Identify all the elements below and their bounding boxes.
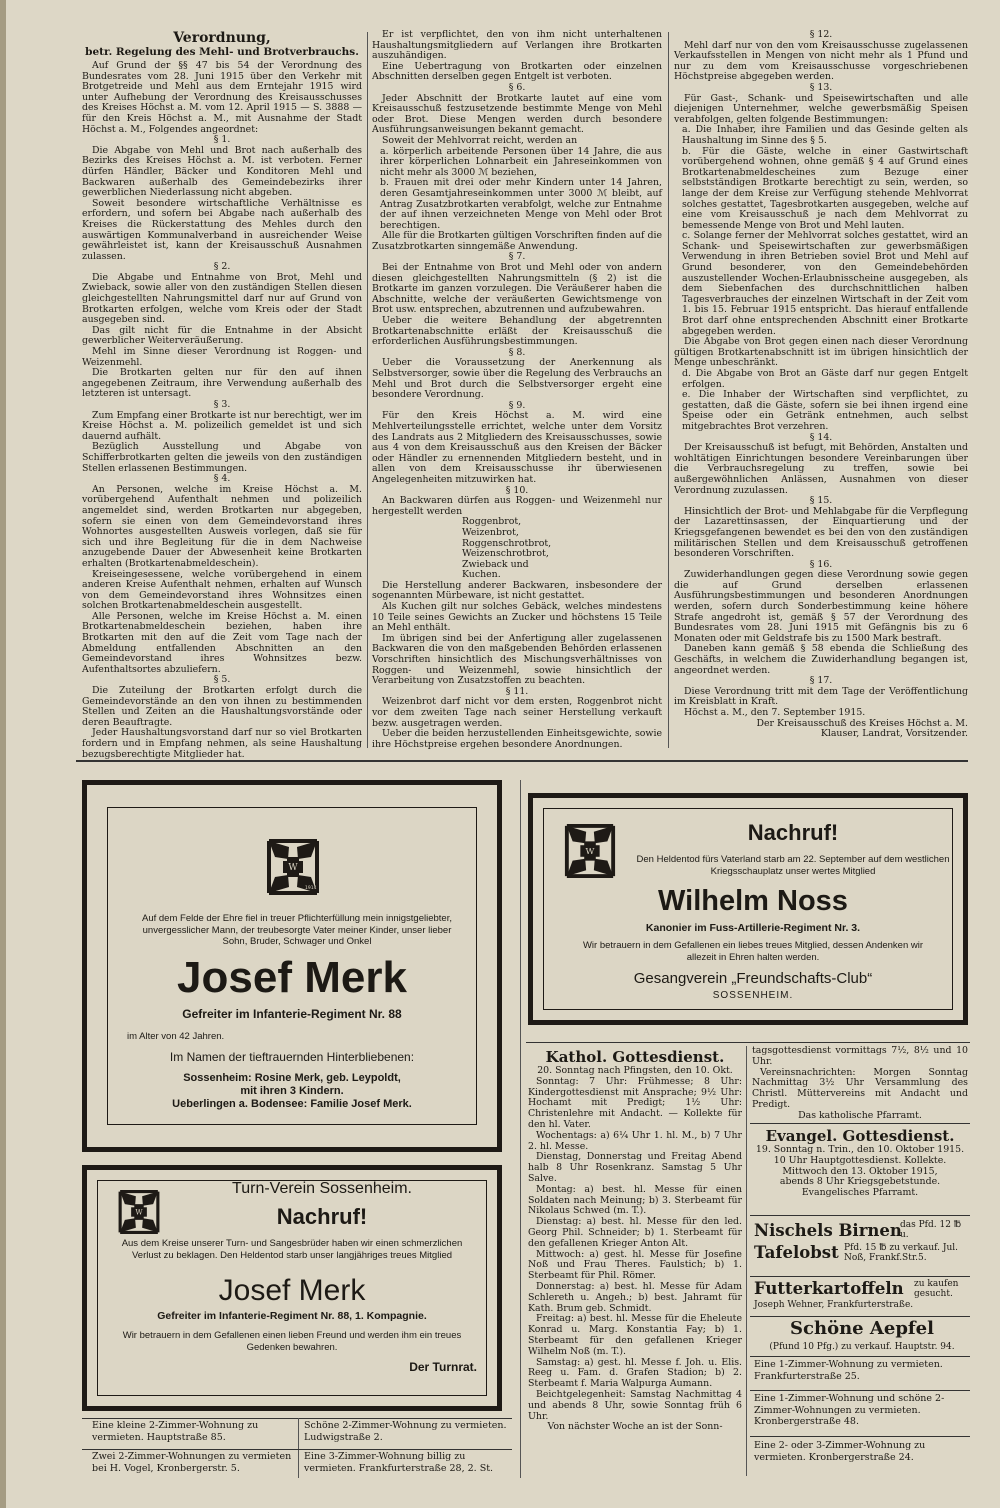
paragraph: Für Gast-, Schank- und Speisewirtschaften und alle diejenigen Unternehmer, welche gewerbsmäßig Speisen verabfolgen, gelten folgende Bestimmungen: <box>674 92 968 125</box>
deceased-rank: Gefreiter im Infanterie-Regiment Nr. 88, 1. Kompagnie. <box>157 1310 427 1322</box>
section-divider <box>76 760 968 762</box>
obituary-text: Wir betrauern in dem Gefallenen ein liebes treues Mitglied, dessen Andenken wir allezeit in Ehren halten werden. <box>582 940 924 963</box>
paragraph: Er ist verpflichtet, den von ihm nicht unterhaltenen Haushaltungsmitgliedern auf Verlangen ihre Brotkarten auszuhändigen. <box>372 29 662 62</box>
svg-text:W: W <box>135 1207 143 1217</box>
ad-text: (Pfund 10 Pfg.) zu verkauf. Hauptstr. 94. <box>769 1342 955 1352</box>
notice-line: 19. Sonntag n. Trin., den 10. Oktober 1915. <box>755 1144 965 1155</box>
ad-apples <box>754 1318 970 1354</box>
ad-apartment <box>304 1451 516 1479</box>
section-heading: § 17. <box>809 675 833 687</box>
paragraph: Für den Kreis Höchst a. M. wird eine Mehlverteilungsstelle errichtet, welche unter dem Vorsitz des Landrats aus 2 Mitgliedern des Kreisausschusses, sowie aus 4 von dem Kreisausschuß aus den Kreisen der Bäcker oder Händler zu ernennenden Mitgliedern besteht, und in allen von dem Kreisausschusse ihr überwiesenen Angelegenheiten mitzuwirken hat. <box>372 410 662 485</box>
paragraph: Daneben kann gemäß § 58 ebenda die Schließung des Geschäfts, in welchem die Zuwiderhandlung begangen ist, angeordnet werden. <box>674 643 968 676</box>
paragraph: Dienstag: a) best. hl. Messe für den led. Georg Phil. Schneider; b) 1. Sterbeamt für den gefallenen Krieger Anton Alt. <box>528 1216 742 1249</box>
obituary-intro: Auf dem Felde der Ehre fiel in treuer Pflichterfüllung mein innigstgeliebter, unvergesslicher Mann, der treubesorgte Vater meiner Kinder, unser lieber Sohn, Bruder, Schwager und Onkel <box>142 913 452 947</box>
list-item: Roggenbrot, <box>462 516 522 528</box>
paragraph: Bezüglich Ausstellung und Abgabe von Schifferbrotkarten gelten die jeweils von den zuständigen Stellen erlassenen Bestimmungen. <box>82 441 362 474</box>
ordinance-column-1 <box>82 30 362 760</box>
paragraph: Die Brotkarten gelten nur für den auf ihnen angegebenen Zeitraum, ihre Verwendung außerhalb des letzteren ist untersagt. <box>82 367 362 400</box>
section-heading: § 7. <box>508 251 526 263</box>
ad-apartment <box>92 1451 292 1479</box>
obituary-noss <box>528 793 968 1025</box>
list-item: Weizenschrotbrot, <box>462 548 549 560</box>
section-heading: § 2. <box>213 261 231 273</box>
date-line: Höchst a. M., den 7. September 1915. <box>684 707 866 718</box>
obituary-text: Den Heldentod fürs Vaterland starb am 22. September auf dem westlichen Kriegsschauplatz unser wertes Mitglied <box>636 854 950 877</box>
paragraph: Vereinsnachrichten: Morgen Sonntag Nachmittag 3½ Uhr Versammlung des Christl. Müttervereins mit Andacht und Predigt. <box>752 1066 968 1110</box>
paragraph: Sonntag: 7 Uhr: Frühmesse; 8 Uhr: Kindergottesdienst mit Ansprache; 9½ Uhr: Hochamt mit Predigt; 1½ Uhr: Christenlehre mit Andacht. — Kollekte für den hl. Vater. <box>528 1075 742 1130</box>
club-name: Gesangverein „Freundschafts-Club“ <box>633 970 873 987</box>
paragraph: Eine Uebertragung von Brotkarten oder einzelnen Abschnitten derselben gegen Entgelt ist verboten. <box>372 60 662 83</box>
paragraph: b. Frauen mit drei oder mehr Kindern unter 14 Jahren, deren Gesamtjahreseinkommen unter 3000 ℳ bleibt, auf Antrag Zusatzbrotkarten verabfolgt, welche zur Entnahme der auf ihnen verzeichneten Menge von Mehl oder Brot berechtigen. <box>380 177 662 231</box>
ad-pears <box>754 1218 970 1274</box>
section-divider <box>750 1316 970 1317</box>
paragraph: Donnerstag: a) best. hl. Messe für Adam Schlereth u. Angeh.; b) best. Jahramt für Kath. Brum geb. Schmidt. <box>528 1280 742 1314</box>
ad-apartment <box>754 1393 970 1433</box>
paragraph: Alle Personen, welche im Kreise Höchst a. M. einen Brotkartenabmeldeschein beziehen, haben ihre Brotkarten mit den auf die Zeit vom Tage nach der Abmeldung entfallenden Abschnitten an den Gemeindevorstand ihres Wohnsitzes bezw. Aufenthaltsortes abzuliefern. <box>82 610 362 675</box>
section-divider <box>750 1215 970 1216</box>
deceased-rank: Gefreiter im Infanterie-Regiment Nr. 88 <box>182 1007 402 1021</box>
notice-line: 10 Uhr Hauptgottesdienst. Kollekte. <box>773 1154 947 1166</box>
svg-text:W: W <box>288 863 298 873</box>
ad-text: Eine 3-Zimmer-Wohnung billig zu vermieten. Frankfurterstraße 28, 2. St. <box>304 1451 494 1474</box>
ad-title: Futterkartoffeln <box>754 1279 904 1298</box>
ad-text: Eine 1-Zimmer-Wohnung und schöne 2-Zimmer-Wohnungen zu vermieten. Kronbergerstraße 48. <box>754 1393 945 1427</box>
ad-text: Eine 1-Zimmer-Wohnung zu vermieten. Frankfurterstraße 25. <box>754 1359 943 1382</box>
paragraph: Die Abgabe von Brot gegen einen nach dieser Verordnung gültigen Brotkartenabschnitt ist im übrigen hinsichtlich der Menge unbeschränkt. <box>674 336 968 369</box>
deceased-rank: Kanonier im Fuss-Artillerie-Regiment Nr. 3. <box>645 922 861 934</box>
paragraph: c. Solange ferner der Mehlvorrat solches gestattet, wird an Schank- und Speisewirtschaften zur gewerbsmäßigen Verwendung in ihren Betrieben soviel Brot und Mehl auf Grund besonderer, von den Gemeindebehörden auszustellender Wochen-Erlaubnisscheine ausgegeben, als dem Siebenfachen des durchschnittlichen halben Tagesverbrauches der einzelnen Wirtschaft in der Zeit vom 1. bis 15. Februar 1915 entspricht. Das hierauf entfallende Brot darf ohne entsprechenden Abschnitt einer Brotkarte abgegeben werden. <box>682 230 968 337</box>
nachruf-title: Nachruf! <box>747 820 839 845</box>
svg-text:1914: 1914 <box>305 886 317 891</box>
paragraph: Alle für die Brotkarten gültigen Vorschriften finden auf die Zusatzbrotkarten sinngemäße Anwendung. <box>372 230 662 252</box>
paragraph: Samstag: a) gest. hl. Messe f. Joh. u. Elis. Reeg u. Fam. d. Grafen Stadion; b) 2. Sterbeamt f. Maria Walpurga Aumann. <box>528 1356 742 1390</box>
paragraph: e. Die Inhaber der Wirtschaften sind verpflichtet, zu gestatten, daß die Gäste, sofern sie bei ihnen irgend eine Speise oder ein Getränk entnehmen, auch selbst mitgebrachtes Brot verzehren. <box>682 389 968 432</box>
notice-title: Evangel. Gottesdienst. <box>765 1127 955 1145</box>
ad-title: Tafelobst <box>754 1243 839 1262</box>
ad-text: Eine 2- oder 3-Zimmer-Wohnung zu vermieten. Kronbergerstraße 24. <box>754 1440 926 1463</box>
paragraph: Das gilt nicht für die Entnahme in der Absicht gewerblicher Weiterveräußerung. <box>82 324 362 347</box>
section-heading: § 9. <box>508 399 526 411</box>
section-heading: § 5. <box>213 674 231 686</box>
section-heading: § 6. <box>508 81 526 93</box>
section-heading: § 10. <box>505 484 529 496</box>
ordinance-title: Verordnung, <box>173 30 271 46</box>
paragraph: Jeder Abschnitt der Brotkarte lautet auf eine vom Kreisausschuß festzusetzende bestimmte Menge von Mehl oder Brot. Diese Mengen werden durch besondere Ausführungsanweisungen bekannt gemacht. <box>372 92 662 136</box>
paragraph: d. Die Abgabe von Brot an Gäste darf nur gegen Entgelt erfolgen. <box>682 368 968 390</box>
paragraph: Von nächster Woche an ist der Sonn- <box>547 1421 723 1433</box>
section-divider <box>750 1436 970 1437</box>
paragraph: Mittwoch: a) gest. hl. Messe für Josefine Noß und Frau Theres. Faulstich; b) 1. Sterbeamt für Phil. Römer. <box>528 1248 742 1282</box>
list-item: Roggenschrotbrot, <box>462 537 552 549</box>
obituary-text: Wir betrauern in dem Gefallenen einen lieben Freund und werden ihm ein treues Gedenken bewahren. <box>122 1330 462 1353</box>
ad-text: Pfd. 15 ℔ zu verkauf. Jul. Noß, Frankf.Str.5. <box>844 1243 959 1263</box>
section-divider <box>526 1042 970 1043</box>
nachruf-title: Nachruf! <box>276 1204 368 1229</box>
notice-line: abends 8 Uhr Kriegsgebetstunde. <box>779 1176 941 1188</box>
catholic-service-notice <box>528 1048 742 1474</box>
section-heading: § 15. <box>809 495 833 507</box>
column-rule <box>367 32 368 748</box>
paragraph: Diese Verordnung tritt mit dem Tage der Veröffentlichung im Kreisblatt in Kraft. <box>674 685 968 708</box>
paragraph: Bei der Entnahme von Brot und Mehl oder von andern diesen gleichgestellten Nahrungsmitteln (§ 2) ist die Brotkarte im ganzen vorzulegen. Die Veräußerer haben die Abschnitte, welche der veräußerten Gewichtsmenge von Brot usw. entsprechen, abzutrennen und aufzubewahren. <box>372 262 662 316</box>
section-divider <box>750 1123 970 1124</box>
paragraph: Ueber die weitere Behandlung der abgetrennten Brotkartenabschnitte erläßt der Kreisausschuß die erforderlichen Ausführungsbestimmungen. <box>372 315 662 348</box>
paragraph: Wochentags: a) 6¼ Uhr 1. hl. M., b) 7 Uhr 2. hl. Messe. <box>528 1129 742 1152</box>
signature-line: Klauser, Landrat, Vorsitzender. <box>820 728 968 740</box>
ad-title: Schöne Aepfel <box>790 1318 934 1339</box>
section-heading: § 16. <box>809 558 833 570</box>
section-divider <box>82 1449 512 1450</box>
mourner-line: Sossenheim: Rosine Merk, geb. Leypoldt, mit ihren 3 Kindern. Ueberlingen a. Bodensee: Familie Josef Merk. <box>172 1072 412 1110</box>
ad-apartment <box>754 1440 970 1468</box>
signature-line: Der Kreisausschuß des Kreises Höchst a. M. <box>756 717 968 729</box>
list-item: Kuchen. <box>462 569 501 581</box>
obituary-turnverein <box>82 1165 502 1411</box>
section-divider <box>750 1276 970 1277</box>
section-heading: § 12. <box>809 29 833 40</box>
section-heading: § 14. <box>809 431 833 443</box>
paragraph: Die Abgabe und Entnahme von Brot, Mehl und Zwieback, sowie aller von den zuständigen Stellen diesen gleichgestellten Nahrungsmittel darf nur auf Grund von Brotkarten erfolgen, welche vom Kreis oder der Stadt ausgegeben sind. <box>82 271 362 326</box>
paragraph: Kreiseingesessene, welche vorübergehend in einem anderen Kreise Aufenthalt nehmen, erhalten auf Wunsch von dem Gemeindevorstand ihres Wohnsitzes einen solchen Brotkartenabmeldeschein ausgestellt. <box>82 568 362 612</box>
ad-potatoes <box>754 1278 970 1314</box>
paragraph: Die Herstellung anderer Backwaren, insbesondere der sogenannten Mürbeware, ist nicht gestattet. <box>372 579 662 602</box>
ad-text: Schöne 2-Zimmer-Wohnung zu vermieten. Ludwigstraße 2. <box>304 1420 507 1443</box>
section-heading: § 3. <box>213 399 231 410</box>
paragraph: tagsgottesdienst vormittags 7½, 8½ und 10 Uhr. <box>752 1045 968 1067</box>
iron-cross-icon <box>117 1188 161 1236</box>
paragraph: a. körperlich arbeitende Personen über 14 Jahre, die aus ihrer körperlichen Lohnarbeit ein Jahreseinkommen von nicht mehr als 3000 ℳ beziehen, <box>380 145 662 178</box>
paragraph: Jeder Haushaltungsvorstand darf nur so viel Brotkarten fordern und in Empfang nehmen, als seine Haushaltung bezugsberechtigte Mitglieder hat. <box>82 727 362 760</box>
paragraph: Soweit der Mehlvorrat reicht, werden an <box>382 134 578 146</box>
club-name: Turn-Verein Sossenheim. <box>232 1180 412 1197</box>
obituary-text: Aus dem Kreise unserer Turn- und Sangesbrüder haben wir einen schmerzlichen Verlust zu beklagen. Den Heldentod starb unser langjähriges treues Mitglied <box>121 1238 463 1261</box>
section-divider <box>750 1390 970 1391</box>
paragraph: Montag: a) best. hl. Messe für einen Soldaten nach Meinung; b) 3. Sterbeamt für Nikolaus Schwed (m. T.). <box>528 1183 742 1217</box>
catholic-service-continued <box>752 1046 968 1122</box>
deceased-name: Josef Merk <box>218 1274 366 1307</box>
paragraph: Zuwiderhandlungen gegen diese Verordnung sowie gegen die auf Grund derselben erlassenen Ausführungsbestimmungen und besonderen Anordnungen werden, sofern durch Sonderbestimmung keine höhere Strafe angedroht ist, gemäß § 57 der Verordnung des Bundesrates vom 28. Juni 1915 mit Gefängnis bis zu 6 Monaten oder mit Geldstrafe bis zu 1500 Mark bestraft. <box>674 569 968 644</box>
ad-text: Joseph Wehner, Frankfurterstraße. <box>754 1300 914 1310</box>
paragraph: Als Kuchen gilt nur solches Gebäck, welches mindestens 10 Teile seines Gewichts an Zucker und höchstens 15 Teile an Mehl enthält. <box>372 601 662 634</box>
ad-text: zu kaufen gesucht. <box>914 1279 959 1299</box>
notice-title: Kathol. Gottesdienst. <box>545 1048 725 1066</box>
paragraph: Mehl darf nur von den vom Kreisausschusse zugelassenen Verkaufsstellen in Mengen von nicht mehr als 1 Pfund und nur zu dem vom Kreisausschusse vorgeschriebenen Höchstpreise abgegeben werden. <box>674 39 968 83</box>
ad-title: Nischels Birnen <box>754 1221 902 1240</box>
section-heading: § 4. <box>213 473 231 485</box>
signature-line: Der Turnrat. <box>409 1360 477 1374</box>
section-divider <box>82 1418 512 1419</box>
ad-apartment <box>754 1359 970 1387</box>
notice-line: Mittwoch den 13. Oktober 1915, <box>782 1165 938 1177</box>
deceased-name: Wilhelm Noss <box>658 885 848 917</box>
paragraph: Freitag: a) best. hl. Messe für die Eheleute Konrad u. Marg. Konstantia Fay; b) 1. Sterbeamt für den gefallenen Krieger Wilhelm Noß (m. T.). <box>528 1313 742 1357</box>
paragraph: Ueber die beiden herzustellenden Einheitsgewichte, sowie ihre Höchstpreise ergehen besondere Anordnungen. <box>372 728 662 750</box>
paragraph: Mehl im Sinne dieser Verordnung ist Roggen- und Weizenmehl. <box>82 346 362 368</box>
column-rule <box>520 780 521 1478</box>
section-heading: § 1. <box>213 134 231 146</box>
section-heading: § 8. <box>508 346 526 358</box>
ad-apartment <box>304 1420 516 1448</box>
ordinance-column-3 <box>674 30 968 750</box>
notice-subtitle: 20. Sonntag nach Pfingsten, den 10. Okt. <box>537 1065 733 1076</box>
ordinance-column-2 <box>372 30 662 750</box>
iron-cross-icon <box>265 837 321 897</box>
mourners-heading: Im Namen der tieftrauernden Hinterbliebenen: <box>169 1050 415 1064</box>
obituary-merk-family <box>82 780 502 1152</box>
paragraph: Dienstag, Donnerstag und Freitag Abend halb 8 Uhr Rosenkranz. Samstag 5 Uhr Salve. <box>528 1151 742 1184</box>
signature-line: Evangelisches Pfarramt. <box>801 1187 919 1199</box>
column-rule <box>746 1046 747 1476</box>
signature-line: Das katholische Pfarramt. <box>798 1109 922 1121</box>
section-heading: § 13. <box>809 81 833 93</box>
paragraph: b. Für die Gäste, welche in einer Gastwirtschaft vorübergehend wohnen, ohne gemäß § 4 auf Grund eines Brotkartenabmeldescheines zum Bezuge einer selbstständigen Brotkarte berechtigt zu sein, werden, so lange der dem Kreise zur Verfügung stehende Mehlvorrat solches gestattet, Tagesbrotkarten ausgegeben, welche auf eine vom Kreisausschuß je nach dem Mehlvorrat zu bemessende Menge von Brot und Mehl lauten. <box>682 145 968 231</box>
iron-cross-icon <box>563 822 617 880</box>
column-rule <box>298 1418 299 1478</box>
paragraph: An Personen, welche im Kreise Höchst a. M. vorübergehend Aufenthalt nehmen und polizeilich angemeldet sind, werden Brotkarten nur abgegeben, sofern sie einen von dem Gemeindevorstand ihres Wohnortes ausgestellten Ausweis vorlegen, daß sie für sich und ihre Begleitung für die in dem Nachweise anzugebende Dauer der Abwesenheit keine Brotkarten erhalten (Brotkartenabmeldeschein). <box>82 483 362 569</box>
ad-text: Zwei 2-Zimmer-Wohnungen zu vermieten bei H. Vogel, Kronbergerstr. 5. <box>92 1451 292 1474</box>
deceased-age: im Alter von 42 Jahren. <box>127 1031 225 1042</box>
protestant-service-notice <box>752 1127 968 1211</box>
ordinance-subtitle: betr. Regelung des Mehl- und Brotverbrauchs. <box>85 46 359 58</box>
list-item: Zwieback und <box>462 558 529 570</box>
section-heading: § 11. <box>505 685 529 697</box>
paragraph: An Backwaren dürfen aus Roggen- und Weizenmehl nur hergestellt werden <box>372 495 662 517</box>
paragraph: Die Abgabe von Mehl und Brot nach außerhalb des Bezirks des Kreises Höchst a. M. ist verboten. Ferner dürfen Händler, Bäcker und Konditoren Mehl und Backwaren außerhalb des Gemeindebezirks ihrer gewerblichen Niederlassung nicht abgeben. <box>82 144 362 199</box>
svg-text:W: W <box>585 846 595 857</box>
section-divider <box>750 1356 970 1357</box>
paragraph: Auf Grund der §§ 47 bis 54 der Verordnung des Bundesrates vom 28. Juni 1915 über den Verkehr mit Brotgetreide und Mehl aus dem Erntejahr 1915 wird unter Aufhebung der Verordnung des Kreisausschusses des Kreises Höchst a. M. vom 12. April 1915 — S. 3888 — für den Kreis Höchst a. M., mit Ausnahme der Stadt Höchst a. M., Folgendes angeordnet: <box>82 60 362 135</box>
paragraph: Der Kreisausschuß ist befugt, mit Behörden, Anstalten und wohltätigen Einrichtungen besondere Vereinbarungen über die Verbrauchsregelung zu treffen, sowie bei außergewöhnlichen Anlässen, Ausnahmen von dieser Verordnung zuzulassen. <box>674 442 968 496</box>
paragraph: Im übrigen sind bei der Anfertigung aller zugelassenen Backwaren die von den maßgebenden Behörden erlassenen Vorschriften hinsichtlich des Mischungsverhältnisses von Roggen- und Weizenmehl, sowie hinsichtlich der Verarbeitung von Zusatzstoffen zu beachten. <box>372 632 662 687</box>
paragraph: Die Zuteilung der Brotkarten erfolgt durch die Gemeindevorstände an den von ihnen zu bestimmenden Stellen und Zeiten an die Haushaltungsvorstände oder deren Beauftragte. <box>82 685 362 728</box>
paragraph: Weizenbrot darf nicht vor dem ersten, Roggenbrot nicht vor dem zweiten Tage nach seiner Herstellung verkauft bezw. ausgetragen werden. <box>372 696 662 729</box>
paragraph: a. Die Inhaber, ihre Familien und das Gesinde gelten als Haushaltung im Sinne des § 5. <box>682 124 968 146</box>
column-rule <box>668 32 669 748</box>
paragraph: Hinsichtlich der Brot- und Mehlabgabe für die Verpflegung der Lazarettinsassen, der Einquartierung und der Kriegsgefangenen bewendet es bei den von den zuständigen militärischen Stellen und dem Kreisausschuß getroffenen besonderen Vorschriften. <box>674 505 968 560</box>
paragraph: Zum Empfang einer Brotkarte ist nur berechtigt, wer im Kreise Höchst a. M. polizeilich gemeldet ist und sich dauernd aufhält. <box>82 409 362 442</box>
deceased-name: Josef Merk <box>177 953 407 1002</box>
paragraph: Beichtgelegenheit: Samstag Nachmittag 4 und abends 8 Uhr, sowie Sonntag früh 6 Uhr. <box>528 1388 742 1422</box>
ad-price: das Pfd. 12 ℔ u. <box>900 1220 962 1240</box>
paragraph: Ueber die Voraussetzung der Anerkennung als Selbstversorger, sowie über die Regelung des Verbrauchs an Mehl und Brot durch die Selbstversorger ergeht eine besondere Verordnung. <box>372 357 662 401</box>
paragraph: Soweit besondere wirtschaftliche Verhältnisse es erfordern, und sofern bei Abgabe nach außerhalb des Kreises die Rückerstattung des Mehles durch den auswärtigen Kommunalverband in ausreichender Weise gewährleistet ist, kann der Kreisausschuß Ausnahmen zulassen. <box>82 197 362 262</box>
ad-apartment <box>92 1420 292 1448</box>
ad-text: Eine kleine 2-Zimmer-Wohnung zu vermieten. Hauptstraße 85. <box>92 1420 259 1443</box>
club-place: SOSSENHEIM. <box>712 990 794 1001</box>
list-item: Weizenbrot, <box>462 526 519 538</box>
